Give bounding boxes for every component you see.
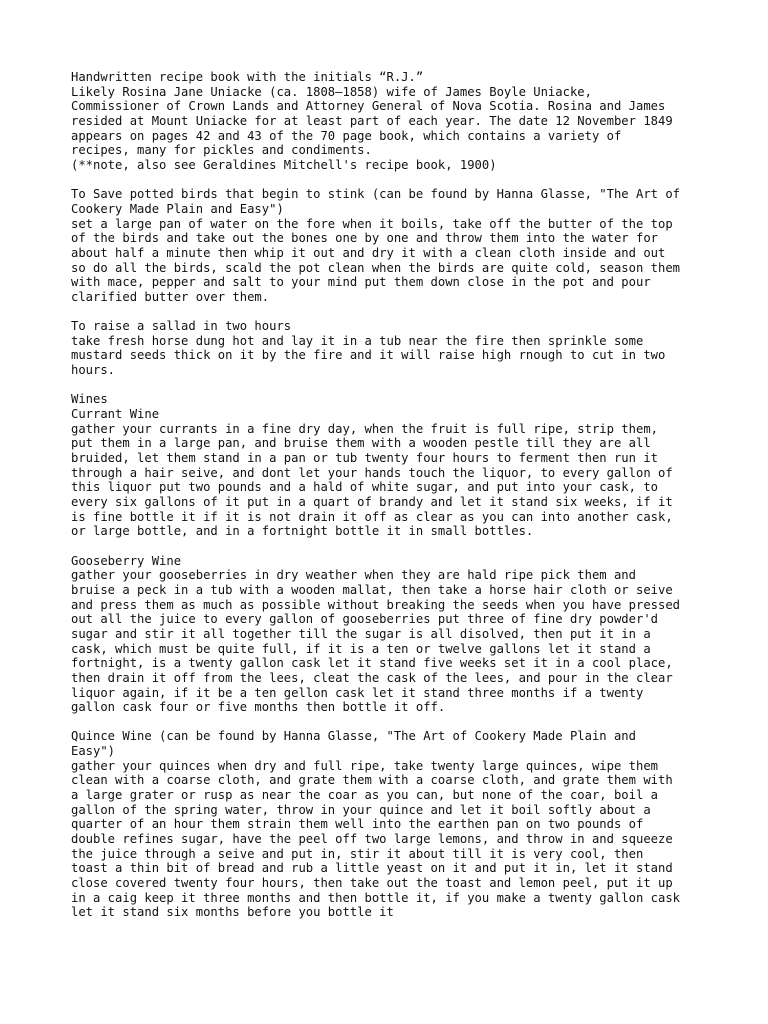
text-line: a large grater or rusp as near the coar as you can, but none of the coar, boil a: [71, 788, 658, 803]
text-line: close covered twenty four hours, then take out the toast and lemon peel, put it up: [71, 876, 673, 891]
intro-paragraph: [71, 70, 711, 173]
document-page: [71, 70, 711, 935]
recipe-quince-wine: [71, 729, 711, 920]
recipe-title: Easy"): [71, 744, 116, 759]
text-line: liquor again, if it be a ten gellon cask let it stand three months if a twenty: [71, 685, 644, 700]
text-line: take fresh horse dung hot and lay it in a tub near the fire then sprinkle some: [71, 333, 644, 348]
recipe-title: Gooseberry Wine: [71, 553, 182, 568]
recipe-title: To Save potted birds that begin to stink (can be found by Hanna Glasse, "The Art of: [71, 187, 681, 202]
text-line: of the birds and take out the bones one by one and throw them into the water for: [71, 231, 658, 246]
text-line: through a hair seive, and dont let your hands touch the liquor, to every gallon of: [71, 465, 673, 480]
recipe-title: Currant Wine: [71, 407, 160, 422]
recipe-gooseberry-wine: [71, 554, 711, 715]
text-line: the juice through a seive and put in, stir it about till it is very cool, then: [71, 846, 644, 861]
text-line: mustard seeds thick on it by the fire and it will raise high rnough to cut in two: [71, 348, 666, 363]
text-line: toast a thin bit of bread and rub a little yeast on it and put it in, let it stand: [71, 861, 673, 876]
text-line: and press them as much as possible without breaking the seeds when you have pressed: [71, 597, 681, 612]
recipe-title: To raise a sallad in two hours: [71, 319, 292, 334]
text-line: in a caig keep it three months and then bottle it, if you make a twenty gallon cask: [71, 890, 681, 905]
text-line: cask, which must be quite full, if it is a ten or twelve gallons let it stand a: [71, 641, 651, 656]
text-line: every six gallons of it put in a quart of brandy and let it stand six weeks, if it: [71, 494, 673, 509]
recipe-currant-wine: [71, 392, 711, 539]
text-line: gather your currants in a fine dry day, when the fruit is full ripe, strip them,: [71, 421, 658, 436]
text-line: resided at Mount Uniacke for at least part of each year. The date 12 November 1849: [71, 113, 673, 128]
text-line: clean with a coarse cloth, and grate them with a coarse cloth, and grate them with: [71, 773, 673, 788]
text-line: bruided, let them stand in a pan or tub twenty four hours to ferment then run it: [71, 451, 658, 466]
text-line: appears on pages 42 and 43 of the 70 page book, which contains a variety of: [71, 128, 622, 143]
text-line: gallon cask four or five months then bottle it off.: [71, 700, 446, 715]
recipe-sallad: [71, 319, 711, 378]
text-line: Commissioner of Crown Lands and Attorney General of Nova Scotia. Rosina and James: [71, 99, 666, 114]
text-line: Handwritten recipe book with the initials “R.J.”: [71, 70, 424, 84]
text-line: let it stand six months before you bottle it: [71, 905, 394, 920]
text-line: is fine bottle it if it is not drain it off as clear as you can into another cask,: [71, 509, 673, 524]
text-line: Likely Rosina Jane Uniacke (ca. 1808–1858) wife of James Boyle Uniacke,: [71, 84, 592, 99]
text-line: about half a minute then whip it out and dry it with a clean cloth inside and out: [71, 245, 666, 260]
recipe-title: Quince Wine (can be found by Hanna Glasse, "The Art of Cookery Made Plain and: [71, 729, 636, 744]
text-line: so do all the birds, scald the pot clean when the birds are quite cold, season them: [71, 260, 681, 275]
recipe-potted-birds: [71, 187, 711, 304]
text-line: gather your gooseberries in dry weather when they are hald ripe pick them and: [71, 568, 636, 583]
text-line: recipes, many for pickles and condiments.: [71, 143, 372, 158]
text-line: hours.: [71, 363, 116, 378]
section-heading: Wines: [71, 392, 108, 407]
text-line: with mace, pepper and salt to your mind put them down close in the pot and pour: [71, 275, 651, 290]
text-line: fortnight, is a twenty gallon cask let it stand five weeks set it in a cool place,: [71, 656, 673, 671]
text-line: sugar and stir it all together till the sugar is all disolved, then put it in a: [71, 626, 651, 641]
text-line: double refines sugar, have the peel off two large lemons, and throw in and squeeze: [71, 832, 673, 847]
text-line: this liquor put two pounds and a hald of white sugar, and put into your cask, to: [71, 480, 658, 495]
text-line: quarter of an hour them strain them well into the earthen pan on two pounds of: [71, 817, 644, 832]
text-line: put them in a large pan, and bruise them with a wooden pestle till they are all: [71, 436, 651, 451]
text-line: clarified butter over them.: [71, 289, 270, 304]
text-line: or large bottle, and in a fortnight bottle it in small bottles.: [71, 524, 534, 539]
text-line: gallon of the spring water, throw in your quince and let it boil softly about a: [71, 802, 651, 817]
text-line: gather your quinces when dry and full ripe, take twenty large quinces, wipe them: [71, 758, 658, 773]
text-line: set a large pan of water on the fore when it boils, take off the butter of the top: [71, 216, 673, 231]
text-line: out all the juice to every gallon of gooseberries put three of fine dry powder'd: [71, 612, 658, 627]
recipe-title: Cookery Made Plain and Easy"): [71, 201, 284, 216]
text-line: then drain it off from the lees, cleat the cask of the lees, and pour in the clear: [71, 670, 673, 685]
text-line: (**note, also see Geraldines Mitchell's recipe book, 1900): [71, 157, 497, 172]
text-line: bruise a peck in a tub with a wooden mallat, then take a horse hair cloth or seive: [71, 582, 673, 597]
